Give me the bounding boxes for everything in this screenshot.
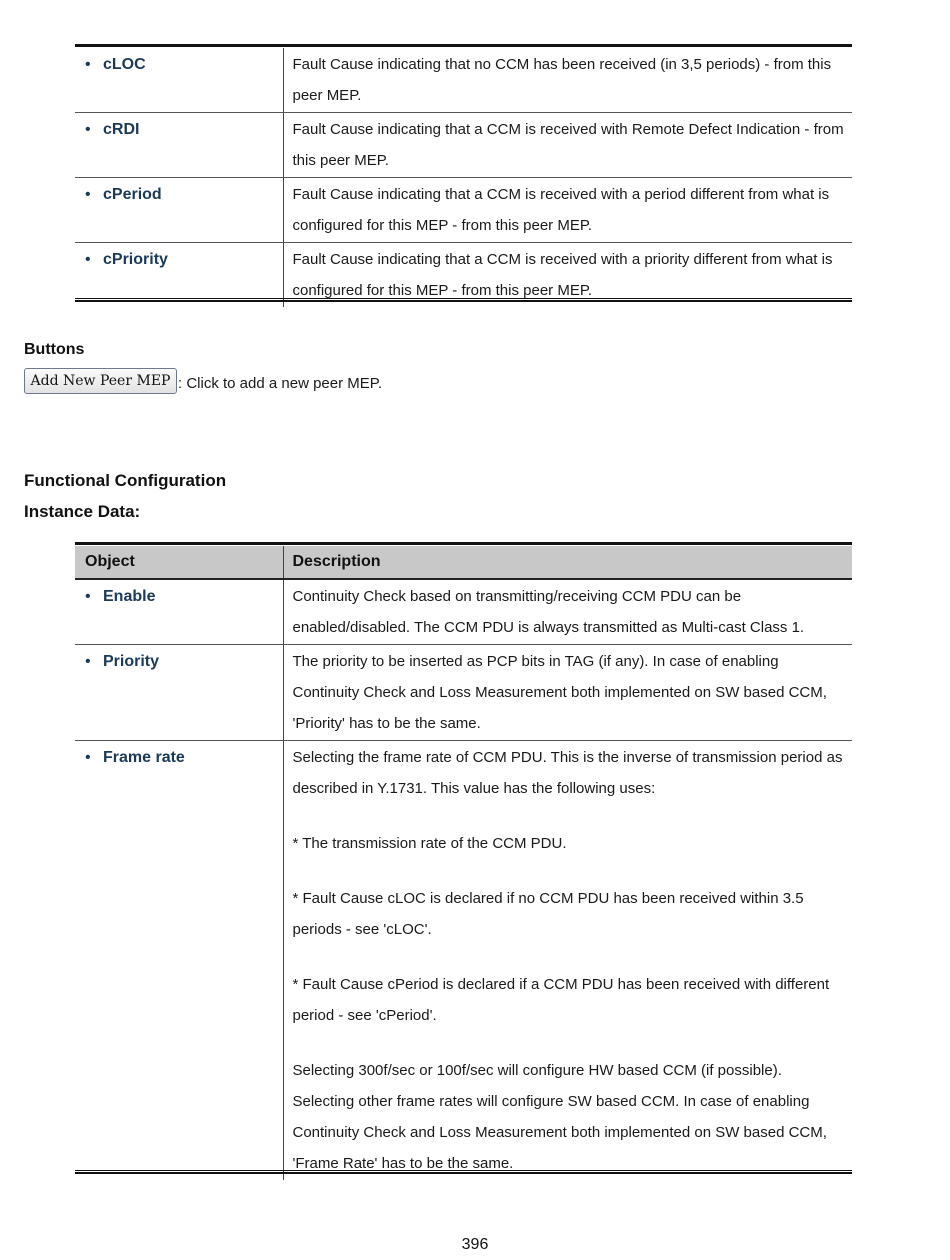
- table2-top-rule: [75, 542, 852, 545]
- table-row: [75, 579, 852, 645]
- table-row: [75, 48, 852, 113]
- table1-top-rule: [75, 44, 852, 47]
- object-description: Selecting the frame rate of CCM PDU. This is the inverse of transmission period as described in Y.1731. This value has the following uses: * The transmission rate of the CCM PDU. * Fault Cause cLOC is declared if no CCM PDU has been received within 3.5 periods - see 'cLOC'. * Fault Cause cPeriod is declared if a CCM PDU has been received with different period - see 'cPeriod'. Selecting 300f/sec or 100f/sec will configure HW based CCM (if possible). Selecting other frame rates will configure SW based CCM. In case of enabling Continuity Check and Loss Measurement both implemented on SW based CCM, 'Frame Rate' has to be the same.: [292, 749, 843, 1172]
- bullet-icon: •: [85, 251, 91, 268]
- instance-data-table: [75, 546, 852, 1180]
- object-name: cPriority: [103, 251, 168, 268]
- object-description: The priority to be inserted as PCP bits in TAG (if any). In case of enabling Continuity Check and Loss Measurement both implemented on SW based CCM, 'Priority' has to be the same.: [283, 645, 852, 741]
- table1-bottom-rule: [75, 298, 852, 302]
- bullet-icon: •: [85, 186, 91, 203]
- object-description: Fault Cause indicating that no CCM has been received (in 3,5 periods) - from this peer MEP.: [283, 48, 852, 113]
- object-description: Fault Cause indicating that a CCM is received with Remote Defect Indication - from this peer MEP.: [283, 113, 852, 178]
- button-explanation: [24, 368, 382, 394]
- column-header-object: Object: [75, 546, 283, 579]
- object-name: cLOC: [103, 56, 146, 73]
- object-name: Enable: [103, 588, 156, 605]
- table-row: [75, 645, 852, 741]
- object-description: Continuity Check based on transmitting/receiving CCM PDU can be enabled/disabled. The CCM PDU is always transmitted as Multi-cast Class 1.: [283, 579, 852, 645]
- object-description: Fault Cause indicating that a CCM is received with a period different from what is configured for this MEP - from this peer MEP.: [283, 178, 852, 243]
- column-header-description: Description: [283, 546, 852, 579]
- table-row: [75, 113, 852, 178]
- bullet-icon: •: [85, 121, 91, 138]
- functional-configuration-heading: Functional Configuration: [24, 471, 227, 490]
- object-name: Priority: [103, 653, 160, 670]
- bullet-icon: •: [85, 653, 91, 670]
- table-row: [75, 741, 852, 1181]
- table-row: [75, 178, 852, 243]
- object-description: Fault Cause indicating that a CCM is received with a priority different from what is configured for this MEP - from this peer MEP.: [292, 251, 833, 299]
- add-new-peer-mep-button[interactable]: Add New Peer MEP: [24, 368, 177, 394]
- object-name: Frame rate: [103, 749, 185, 766]
- instance-data-heading: Instance Data:: [24, 502, 141, 521]
- bullet-icon: •: [85, 749, 91, 766]
- table2-bottom-rule: [75, 1170, 852, 1174]
- button-description: : Click to add a new peer MEP.: [178, 375, 382, 392]
- table-header-row: [75, 546, 852, 579]
- object-name: cPeriod: [103, 186, 162, 203]
- page-number: 396: [461, 1236, 489, 1253]
- buttons-heading: Buttons: [24, 341, 85, 358]
- bullet-icon: •: [85, 56, 91, 73]
- fault-cause-table: [75, 48, 852, 307]
- object-name: cRDI: [103, 121, 140, 138]
- bullet-icon: •: [85, 588, 91, 605]
